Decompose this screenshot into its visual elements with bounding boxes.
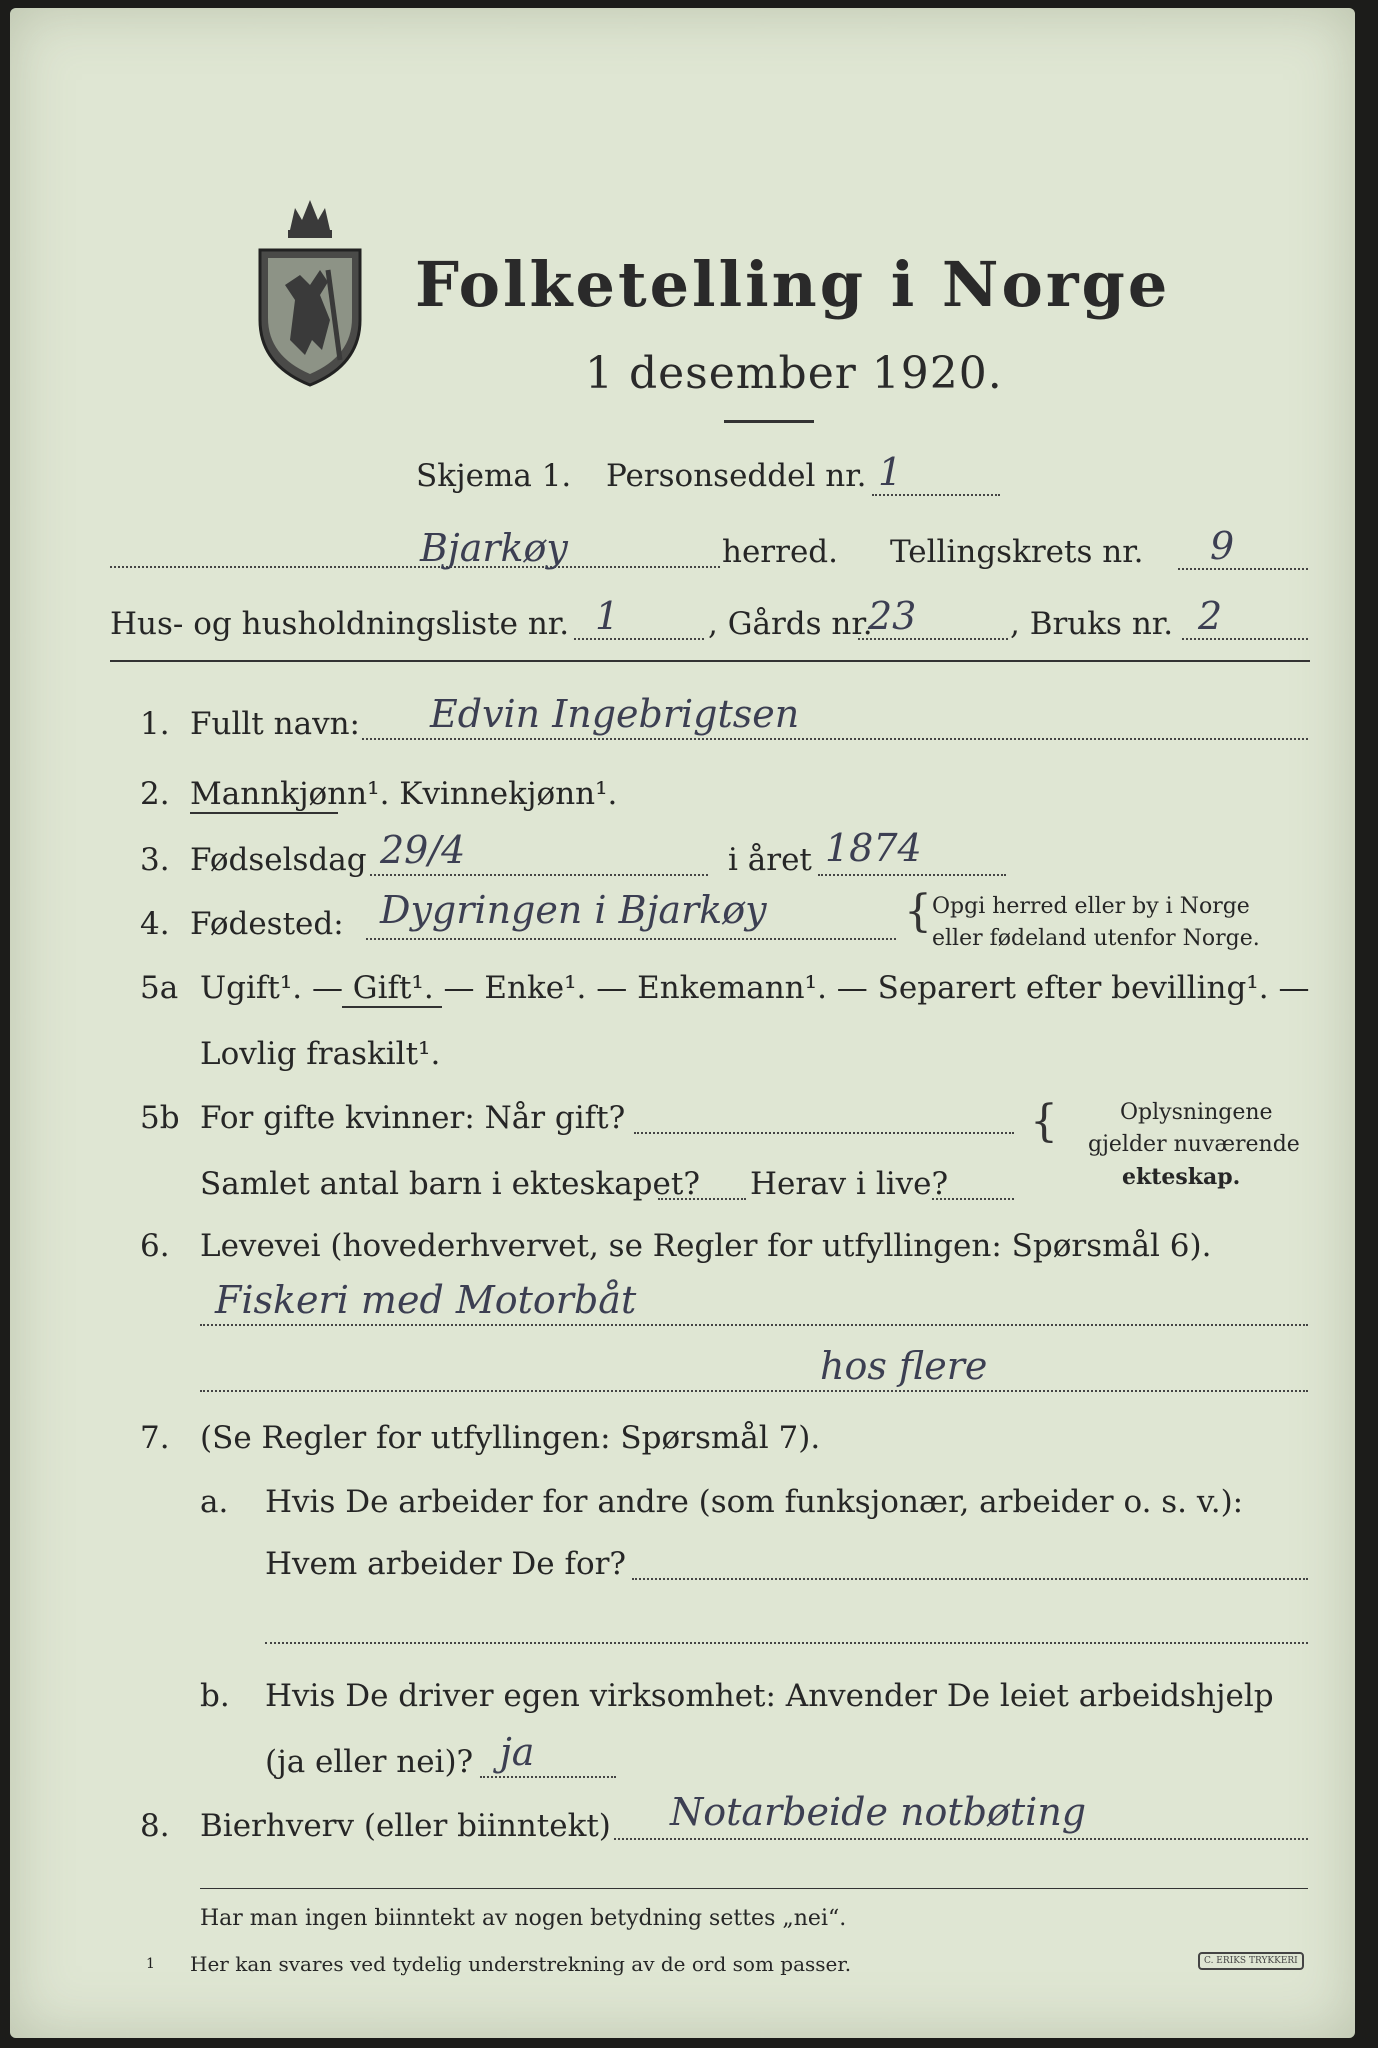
personseddel-label: Personseddel nr. bbox=[606, 458, 867, 494]
gards-label: , Gårds nr. bbox=[708, 606, 873, 642]
q5b-label-alive: Herav i live? bbox=[750, 1166, 949, 1202]
q7a-line-2 bbox=[265, 1642, 1308, 1644]
personseddel-value: 1 bbox=[878, 450, 903, 494]
footer-rule bbox=[200, 1888, 1308, 1889]
q5b-note-line2: gjelder nuværende bbox=[1088, 1132, 1300, 1157]
q7b-letter: b. bbox=[200, 1678, 230, 1714]
q3-year-label: i året bbox=[728, 842, 812, 878]
q5b-label-married: For gifte kvinner: Når gift? bbox=[200, 1100, 626, 1136]
q4-line bbox=[366, 938, 896, 940]
herred-value: Bjarkøy bbox=[420, 526, 568, 570]
q5b-brace: { bbox=[1030, 1096, 1058, 1147]
census-form bbox=[10, 8, 1355, 2038]
q3-birthday-value: 29/4 bbox=[380, 828, 466, 872]
q3-year-line bbox=[818, 874, 1006, 876]
gards-line bbox=[858, 638, 1008, 640]
q5b-label-children: Samlet antal barn i ekteskapet? bbox=[200, 1166, 700, 1202]
q5b-children-line bbox=[658, 1198, 746, 1200]
hus-value: 1 bbox=[595, 594, 620, 638]
header-rule bbox=[110, 660, 1310, 662]
q8-side-income-value: Notarbeide notbøting bbox=[670, 1790, 1087, 1834]
q3-year-value: 1874 bbox=[825, 826, 922, 870]
q7a-question-2: Hvem arbeider De for? bbox=[265, 1546, 627, 1582]
q4-note-line1: Opgi herred eller by i Norge bbox=[932, 894, 1250, 919]
q7-label: (Se Regler for utfyllingen: Spørsmål 7). bbox=[200, 1420, 821, 1456]
hus-label: Hus- og husholdningsliste nr. bbox=[110, 606, 570, 642]
q3-label: Fødselsdag bbox=[190, 842, 367, 878]
q5a-underline-gift bbox=[342, 1006, 442, 1008]
herred-line bbox=[110, 566, 720, 568]
tellingskrets-label: Tellingskrets nr. bbox=[890, 534, 1144, 570]
q2-number: 2. bbox=[140, 776, 170, 812]
q1-label: Fullt navn: bbox=[190, 706, 360, 742]
footer-note: Har man ingen biinntekt av nogen betydning settes „nei“. bbox=[200, 1906, 847, 1931]
q5a-marital-options-2: Lovlig fraskilt¹. bbox=[200, 1036, 441, 1072]
q7b-line bbox=[480, 1776, 616, 1778]
q8-label: Bierhverv (eller biinntekt) bbox=[200, 1808, 611, 1844]
bruks-label: , Bruks nr. bbox=[1010, 606, 1174, 642]
q6-label: Levevei (hovederhvervet, se Regler for utfyllingen: Spørsmål 6). bbox=[200, 1228, 1212, 1264]
title-divider bbox=[724, 420, 814, 423]
q1-number: 1. bbox=[140, 706, 170, 742]
q7a-line-1 bbox=[632, 1578, 1308, 1580]
q1-line bbox=[362, 738, 1308, 740]
hus-line bbox=[574, 638, 704, 640]
q5b-number: 5b bbox=[140, 1100, 180, 1136]
printer-stamp: C. ERIKS TRYKKERI bbox=[1198, 1952, 1304, 1970]
q4-label: Fødested: bbox=[190, 906, 344, 942]
q5b-alive-line bbox=[932, 1198, 1014, 1200]
q5a-marital-options: Ugift¹. — Gift¹. — Enke¹. — Enkemann¹. — Separert efter bevilling¹. — bbox=[200, 970, 1310, 1006]
q6-occupation-value-2: hos flere bbox=[820, 1344, 988, 1388]
q7a-letter: a. bbox=[200, 1484, 229, 1520]
form-title: Folketelling i Norge bbox=[415, 248, 1171, 321]
q5b-note-line3: ekteskap. bbox=[1122, 1164, 1241, 1190]
footnote-mark: 1 bbox=[146, 1956, 155, 1972]
q6-occupation-value: Fiskeri med Motorbåt bbox=[215, 1278, 637, 1322]
q6-line-2 bbox=[200, 1390, 1308, 1392]
q4-number: 4. bbox=[140, 906, 170, 942]
tellingskrets-value: 9 bbox=[1210, 524, 1235, 568]
herred-label: herred. bbox=[722, 534, 838, 570]
q7b-answer-value: ja bbox=[500, 1730, 535, 1774]
q5b-married-line bbox=[634, 1132, 1014, 1134]
q3-number: 3. bbox=[140, 842, 170, 878]
q6-line-1 bbox=[200, 1324, 1308, 1326]
norway-coat-of-arms-icon bbox=[250, 190, 370, 390]
gards-value: 23 bbox=[868, 594, 917, 638]
census-date: 1 desember 1920. bbox=[585, 348, 1003, 399]
bruks-line bbox=[1182, 638, 1308, 640]
q7a-question: Hvis De arbeider for andre (som funksjonær, arbeider o. s. v.): bbox=[265, 1484, 1244, 1520]
q5b-note-line1: Oplysningene bbox=[1120, 1100, 1273, 1125]
q4-note-line2: eller fødeland utenfor Norge. bbox=[932, 926, 1260, 951]
footnote-text: Her kan svares ved tydelig understrekning av de ord som passer. bbox=[190, 1952, 852, 1976]
q3-line bbox=[370, 874, 708, 876]
q4-birthplace-value: Dygringen i Bjarkøy bbox=[380, 888, 767, 932]
tellingskrets-line bbox=[1178, 568, 1308, 570]
q2-sex-options: Mannkjønn¹. Kvinnekjønn¹. bbox=[190, 776, 618, 812]
skjema-label: Skjema 1. bbox=[416, 458, 572, 494]
q8-line bbox=[614, 1838, 1308, 1840]
q7b-question: Hvis De driver egen virksomhet: Anvender De leiet arbeidshjelp bbox=[265, 1678, 1274, 1714]
bruks-value: 2 bbox=[1198, 594, 1223, 638]
q6-number: 6. bbox=[140, 1228, 170, 1264]
personseddel-line bbox=[872, 494, 1000, 496]
q8-number: 8. bbox=[140, 1808, 170, 1844]
q5a-number: 5a bbox=[140, 970, 179, 1006]
q7b-question-2: (ja eller nei)? bbox=[265, 1744, 474, 1780]
q7-number: 7. bbox=[140, 1420, 170, 1456]
q4-brace: { bbox=[904, 886, 932, 937]
q2-underline-mannkjonn bbox=[190, 812, 338, 814]
q1-full-name-value: Edvin Ingebrigtsen bbox=[430, 692, 800, 736]
